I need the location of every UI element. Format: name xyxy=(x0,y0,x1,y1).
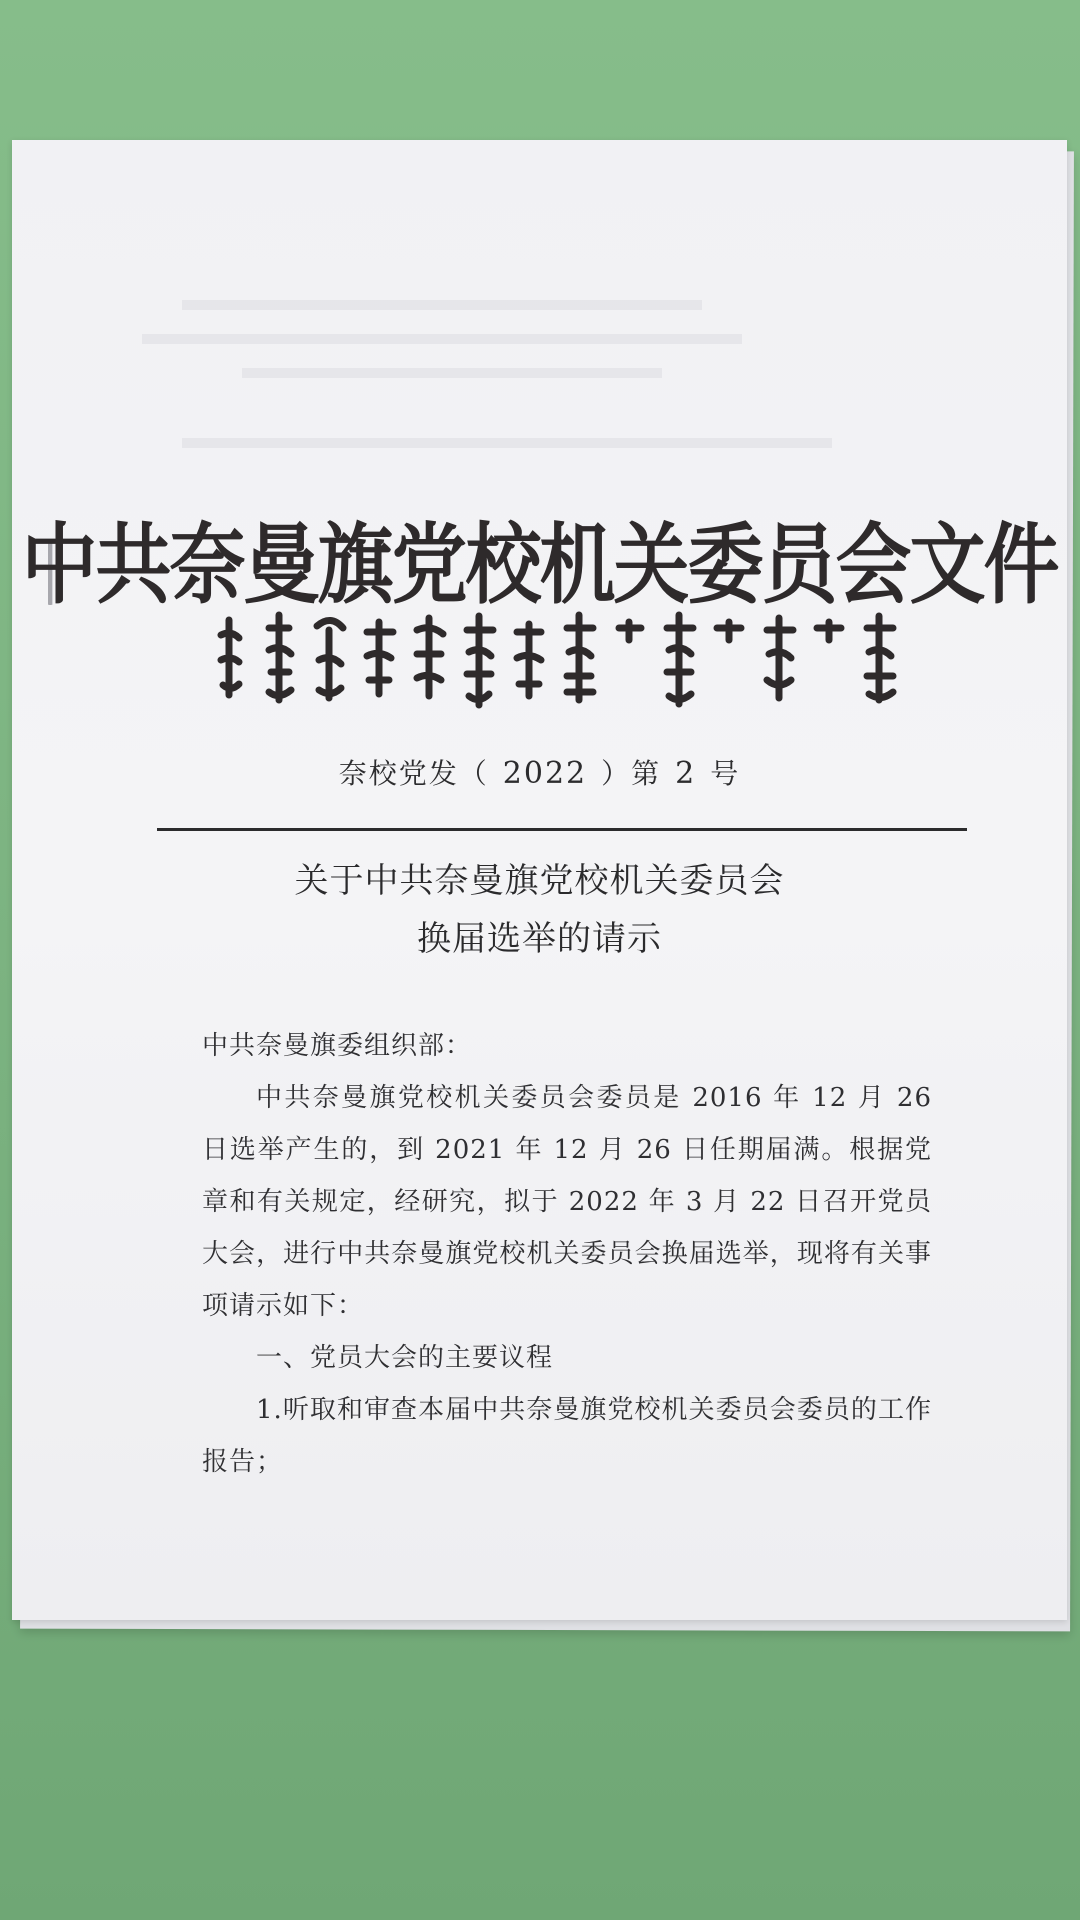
header-divider-line xyxy=(157,828,967,831)
doc-number-middle: ）第 xyxy=(601,757,662,790)
body-paragraph-1: 中共奈曼旗党校机关委员会委员是 2016 年 12 月 26 日选举产生的，到 2021 年 12 月 26 日任期届满。根据党章和有关规定，经研究，拟于 2022 年 3 月 22 日召开党员大会，进行中共奈曼旗党校机关委员会换届选举，现将有关事项请示如下： xyxy=(202,1083,932,1321)
doc-number-suffix: 号 xyxy=(710,757,741,790)
document-title xyxy=(12,852,1067,968)
recipient-line: 中共奈曼旗委组织部： xyxy=(202,1031,473,1061)
doc-number-value: 2 xyxy=(675,756,697,791)
bleed-through-text xyxy=(182,280,902,472)
doc-number-prefix: 奈校党发（ xyxy=(338,757,489,790)
agenda-item-1: 1.听取和审查本届中共奈曼旗党校机关委员会委员的工作报告； xyxy=(202,1395,932,1477)
masthead-title: 中共奈曼旗党校机关委员会文件 xyxy=(21,513,1058,616)
document-number xyxy=(12,752,1067,792)
mongolian-script-title xyxy=(217,600,937,710)
doc-year: 2022 xyxy=(502,756,588,791)
title-line-2: 换届选举的请示 xyxy=(417,919,662,959)
section-heading-1: 一、党员大会的主要议程 xyxy=(256,1343,554,1373)
document-body xyxy=(202,1020,932,1488)
title-line-1: 关于中共奈曼旗党校机关委员会 xyxy=(294,861,785,901)
document-page xyxy=(12,140,1067,1620)
